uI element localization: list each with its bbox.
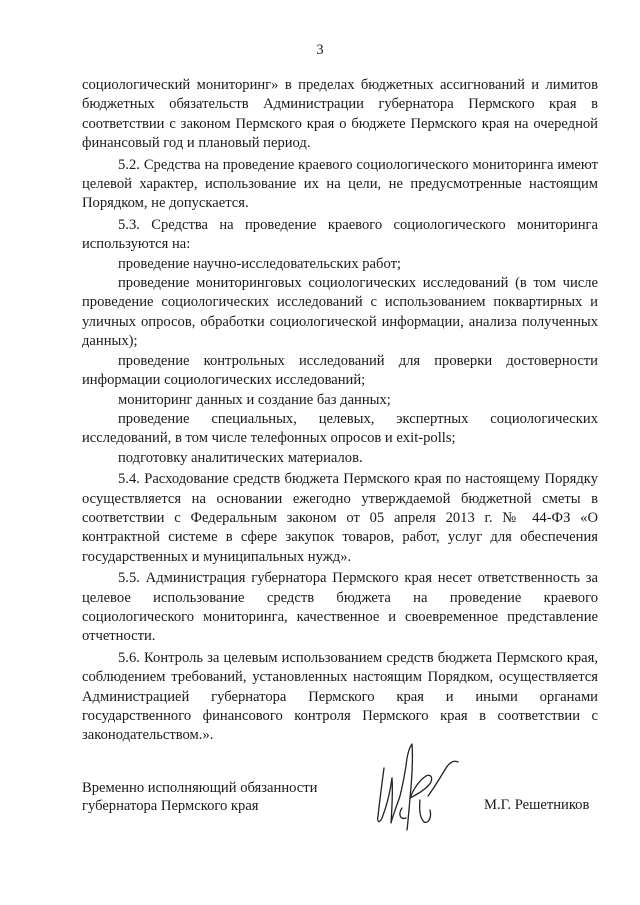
paragraph-5-3: 5.3. Средства на проведение краевого социологического мониторинга используются на: [82, 216, 598, 253]
paragraph-continuation: социологический мониторинг» в пределах бюджетных ассигнований и лимитов бюджетных обязательств Администрации губернатора Пермского края в соответствии с законом Пермского края о бюджете Пермского края на очередной финансовый год и плановый период. [82, 77, 598, 152]
list-item-analytics: подготовку аналитических материалов. [118, 449, 363, 466]
paragraph-5-6: 5.6. Контроль за целевым использованием средств бюджета Пермского края, соблюдением требований, установленных настоящим Порядком, осуществляется Администрацией губернатора Пермского края и иными органами государственного финансового контроля Пермского края в соответствии с законодательством.». [82, 649, 598, 744]
position-line-2: губернатора Пермского края [82, 798, 259, 814]
list-item-control: проведение контрольных исследований для проверки достоверности информации социологических исследований; [82, 352, 598, 389]
page-number: 3 [316, 42, 324, 58]
paragraph-5-5: 5.5. Администрация губернатора Пермского края несет ответственность за целевое использование средств бюджета на проведение краевого социологического мониторинга, качественное и своевременное представление отчетности. [82, 570, 598, 645]
list-item-monitoring: проведение мониторинговых социологических исследований (в том числе проведение социологических исследований с использованием поквартирных и уличных опросов, обработки социологической информации, анализа полученных данных); [82, 275, 598, 350]
list-item-special: проведение специальных, целевых, экспертных социологических исследований, в том числе телефонных опросов и exit-polls; [82, 410, 598, 447]
document-body [82, 76, 598, 746]
signatory-position [82, 779, 382, 815]
position-line-1: Временно исполняющий обязанности [82, 780, 318, 796]
paragraph-5-2: 5.2. Средства на проведение краевого социологического мониторинга имеют целевой характер, использование их на цели, не предусмотренные настоящим Порядком, не допускается. [82, 156, 598, 212]
paragraph-5-4: 5.4. Расходование средств бюджета Пермского края по настоящему Порядку осуществляется на основании ежегодно утверждаемой бюджетной сметы в соответствии с Федеральным законом от 05 апреля 2013 г. № 44-ФЗ «О контрактной системе в сфере закупок товаров, работ, услуг для обеспечения государственных и муниципальных нужд». [82, 471, 598, 565]
signatory-name: М.Г. Решетников [484, 797, 590, 813]
list-item-databases: мониторинг данных и создание баз данных; [118, 391, 391, 408]
list-item-research: проведение научно-исследовательских работ; [118, 255, 401, 272]
handwritten-signature [362, 738, 472, 838]
